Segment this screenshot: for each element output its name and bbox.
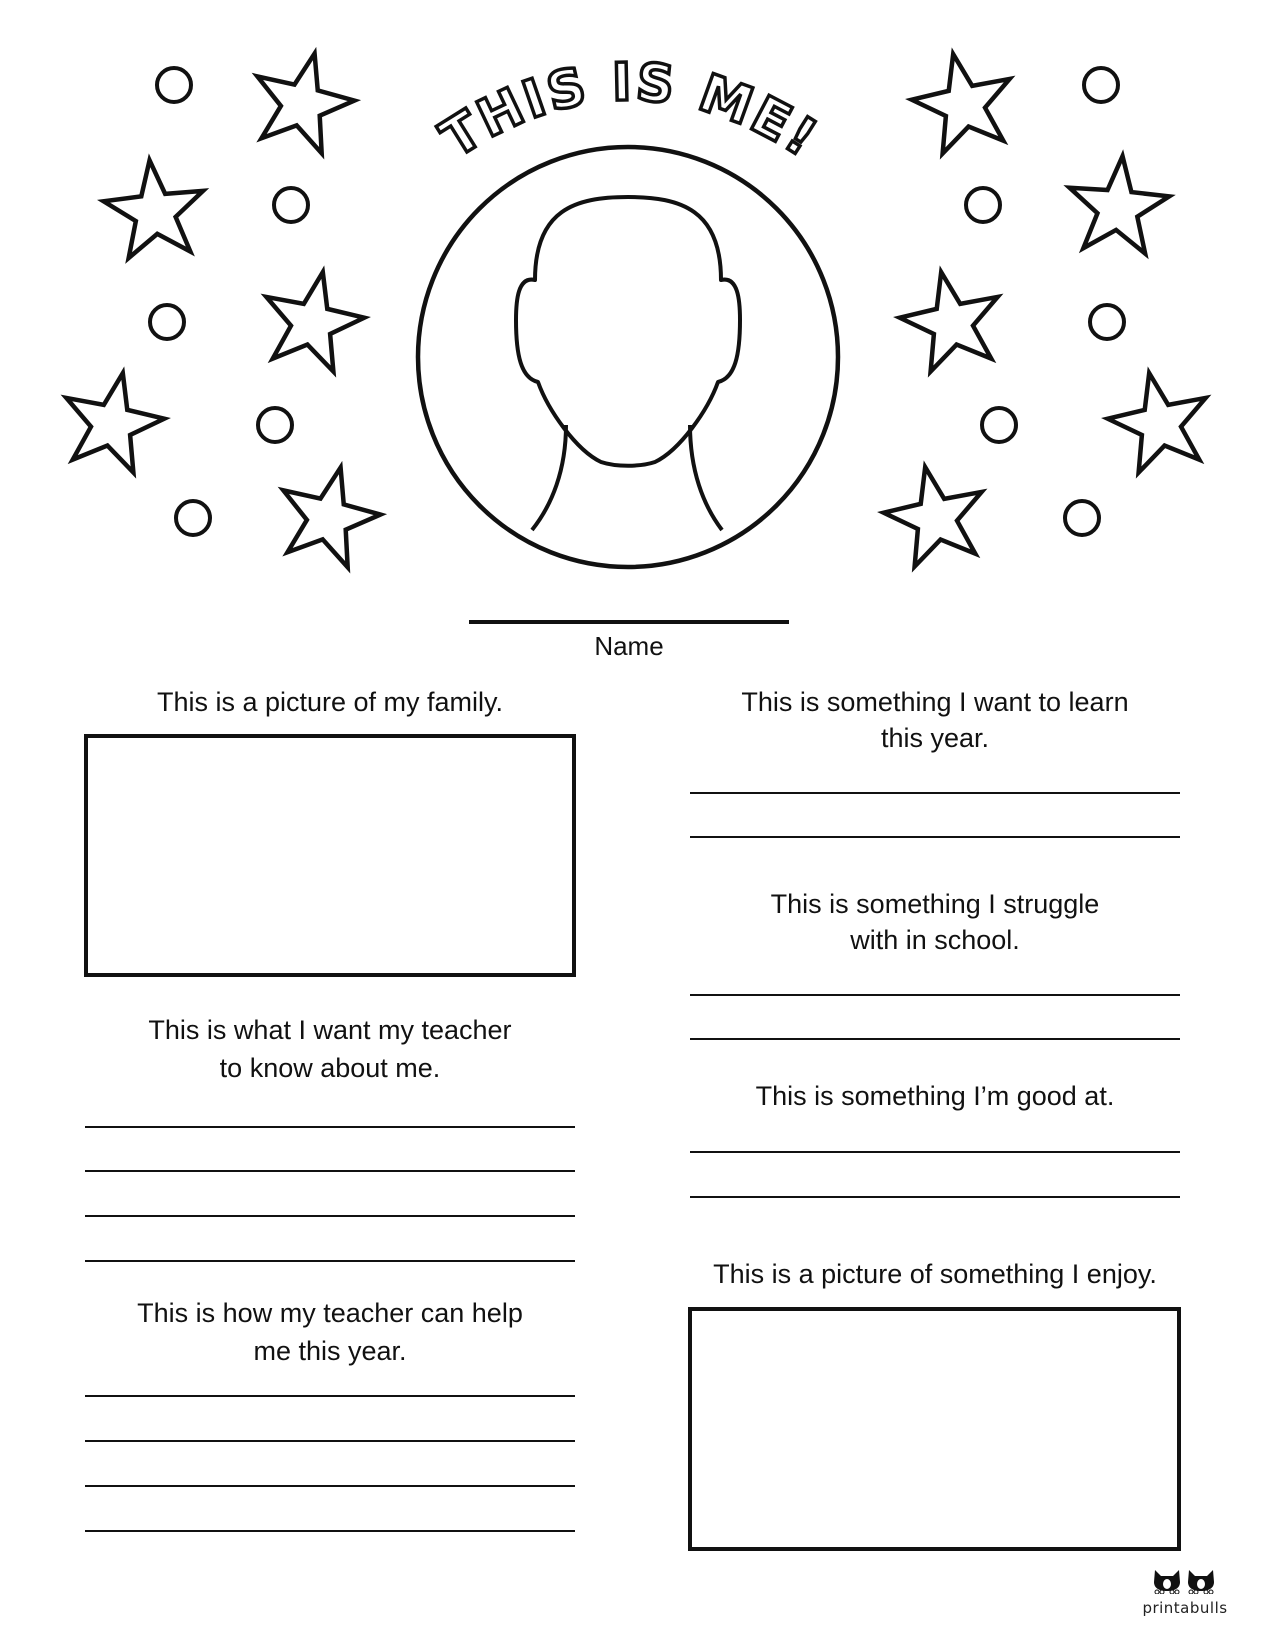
good-at-write-line-2[interactable] bbox=[690, 1196, 1180, 1198]
struggle-write-line-2[interactable] bbox=[690, 1038, 1180, 1040]
name-label: Name bbox=[594, 631, 664, 661]
teacher-help-write-line-3[interactable] bbox=[85, 1485, 575, 1487]
star-icon bbox=[100, 155, 209, 260]
star-icon bbox=[1064, 152, 1172, 255]
circle-icon bbox=[1065, 501, 1099, 535]
teacher-help-prompt-line1: This is how my teacher can help bbox=[137, 1298, 523, 1328]
circle-icon bbox=[1090, 305, 1124, 339]
enjoy-picture-box[interactable] bbox=[688, 1307, 1181, 1551]
struggle-prompt-line1: This is something I struggle bbox=[770, 889, 1100, 919]
teacher-know-write-line-2[interactable] bbox=[85, 1170, 575, 1172]
star-icon bbox=[1100, 363, 1218, 477]
learn-write-line-1[interactable] bbox=[690, 792, 1180, 794]
star-icon bbox=[254, 262, 372, 376]
star-icon bbox=[892, 262, 1010, 376]
star-icon bbox=[876, 457, 994, 571]
family-picture-box[interactable] bbox=[84, 734, 576, 977]
teacher-know-prompt-line1: This is what I want my teacher bbox=[148, 1015, 512, 1045]
two-bulldogs-icon bbox=[1149, 1568, 1221, 1594]
circle-icon bbox=[258, 408, 292, 442]
teacher-help-write-line-2[interactable] bbox=[85, 1440, 575, 1442]
circle-icon bbox=[157, 68, 191, 102]
good-at-prompt: This is something I’m good at. bbox=[755, 1081, 1115, 1111]
circle-icon bbox=[1084, 68, 1118, 102]
teacher-know-write-line-4[interactable] bbox=[85, 1260, 575, 1262]
page-title: THIS IS ME! bbox=[431, 52, 829, 170]
circle-icon bbox=[150, 305, 184, 339]
star-icon bbox=[54, 363, 172, 477]
circle-icon bbox=[982, 408, 1016, 442]
learn-prompt-line2: this year. bbox=[880, 723, 990, 753]
star-icon bbox=[269, 455, 389, 571]
name-field-line[interactable] bbox=[469, 620, 789, 624]
good-at-write-line-1[interactable] bbox=[690, 1151, 1180, 1153]
circle-icon bbox=[966, 188, 1000, 222]
logo-text: printabulls bbox=[1142, 1599, 1228, 1617]
teacher-help-prompt-line2: me this year. bbox=[253, 1336, 407, 1366]
learn-prompt-line1: This is something I want to learn bbox=[741, 687, 1129, 717]
family-picture-prompt: This is a picture of my family. bbox=[156, 687, 504, 717]
teacher-know-prompt-line2: to know about me. bbox=[219, 1053, 441, 1083]
struggle-write-line-1[interactable] bbox=[690, 994, 1180, 996]
teacher-help-write-line-1[interactable] bbox=[85, 1395, 575, 1397]
header-artwork bbox=[0, 0, 1276, 620]
circle-icon bbox=[274, 188, 308, 222]
learn-write-line-2[interactable] bbox=[690, 836, 1180, 838]
teacher-know-write-line-3[interactable] bbox=[85, 1215, 575, 1217]
printabulls-logo bbox=[1140, 1568, 1230, 1617]
teacher-help-write-line-4[interactable] bbox=[85, 1530, 575, 1532]
struggle-prompt-line2: with in school. bbox=[850, 925, 1020, 955]
star-icon bbox=[904, 44, 1022, 158]
enjoy-picture-prompt: This is a picture of something I enjoy. bbox=[713, 1259, 1157, 1289]
circle-icon bbox=[176, 501, 210, 535]
teacher-know-write-line-1[interactable] bbox=[85, 1126, 575, 1128]
portrait-frame bbox=[418, 147, 838, 567]
star-icon bbox=[243, 41, 363, 157]
